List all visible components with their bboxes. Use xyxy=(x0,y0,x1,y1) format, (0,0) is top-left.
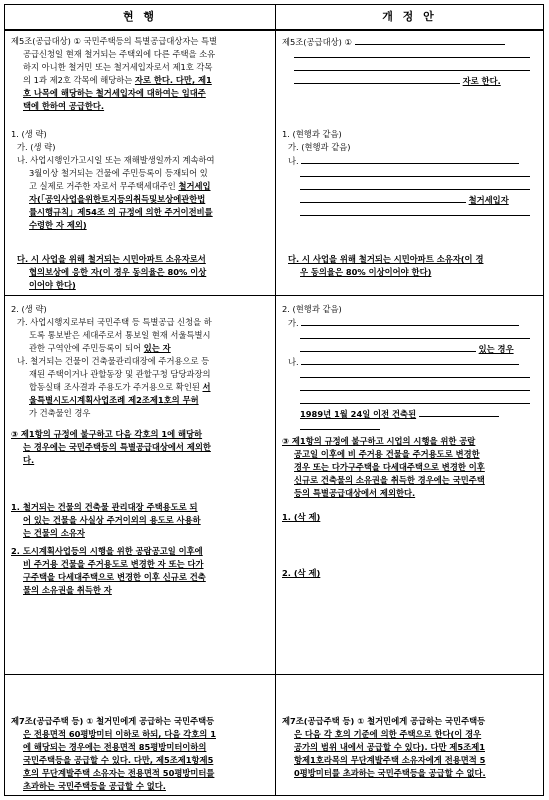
item-2-na-line: 울특별시도시계획사업조례 제2조제1호의 무허 xyxy=(29,395,199,405)
item-2-na: 나. 철거되는 건물이 건축물관리대장에 주거용으로 등 xyxy=(17,356,210,366)
revised-article5-end xyxy=(294,74,501,88)
exclusion-2-line: 비 주거용 건물을 주거용도로 변경한 자 또는 다가 xyxy=(23,559,204,569)
revised-article7-line: 항제1호라목의 무단계발주택 소유자에게 전용면적 5 xyxy=(294,755,486,765)
blank-row xyxy=(300,329,530,343)
text-run: 합동실태 조사결과 주용도가 주거용으로 확인된 xyxy=(29,382,203,392)
item-1-na: 나. 사업시행인가고시일 또는 재해발생일까지 계속하여 xyxy=(17,155,215,165)
revised-item-2-na xyxy=(288,355,519,369)
revised-item-1-na-end xyxy=(300,193,509,207)
item-2: 2. (생 략) xyxy=(11,304,47,314)
text-run: 자로 한다. xyxy=(462,76,501,86)
blank-line xyxy=(419,407,499,417)
exclusion-1: 1. 철거되는 건물의 건축물 관리대장 주택용도로 되 xyxy=(11,502,198,512)
exclusion-1-line: 어 있는 건물을 사실상 주거이외의 용도로 사용하 xyxy=(23,515,201,525)
article7-line: 은 전용면적 60평방미터 이하로 하되, 다음 각호의 1 xyxy=(23,729,216,739)
item-1-na-line: 3월이상 철거되는 건물에 주민등록이 등재되어 있 xyxy=(29,168,208,178)
blank-line xyxy=(300,180,530,190)
revised-exclusion-1: 1. (삭 제) xyxy=(282,512,321,522)
revised-item-2-na-end xyxy=(300,407,499,421)
blank-line xyxy=(301,355,519,365)
exclusion-1-line: 는 건물의 소유자 xyxy=(23,528,85,538)
text-run: 나. xyxy=(288,357,299,367)
column-divider xyxy=(275,5,276,795)
blank-row xyxy=(294,48,530,62)
article5-line: 하지 아니한 철거민 또는 철거세입자로서 제1호 각목 xyxy=(23,62,213,72)
text-run: 관한 구역안에 주민등록이 되어 xyxy=(29,343,144,353)
paragraph-3-line: 는 경우에는 국민주택등의 특별공급대상에서 제외한 xyxy=(23,442,211,452)
text-run: 자로 한다. 다만, 제1 xyxy=(134,75,212,85)
text-run: 고 실제로 거주한 자로서 무주택세대주인 xyxy=(29,181,179,191)
blank-line xyxy=(294,48,530,58)
revised-article7-line: 제7조(공급주택 등) ① 철거민에게 공급하는 국민주택등 xyxy=(282,716,486,726)
revised-article7-line: 공가의 범위 내에서 공급할 수 있다). 다만 제5조제1 xyxy=(294,742,485,752)
item-1-da: 다. 시 사업을 위해 철거되는 시민아파트 소유자로서 xyxy=(17,254,206,264)
revised-article7-line: 0평방미터를 초과하는 국민주택등을 공급할 수 없다. xyxy=(294,768,486,778)
item-2-na-line: 재된 주택이거나 관할동장 및 관할구청 담당과장의 xyxy=(29,369,211,379)
text-run: 의 1과 제2호 각목에 해당하는 xyxy=(23,75,135,85)
blank-line xyxy=(300,167,530,177)
item-1-da-line: 협의보상에 응한 자(이 경우 동의율은 80% 이상 xyxy=(29,267,207,277)
blank-row xyxy=(300,180,530,194)
blank-line xyxy=(300,381,530,391)
revised-paragraph-3-line: 등의 특별공급대상에서 제외한다. xyxy=(294,488,416,498)
article5-line: 호 나목에 해당하는 철거세입자에 대하여는 임대주 xyxy=(23,88,206,98)
blank-line xyxy=(301,154,519,164)
article7-line xyxy=(11,715,214,728)
paragraph-3: ③ 제1항의 규정에 불구하고 다음 각호의 1에 해당하 xyxy=(11,429,203,439)
blank-row xyxy=(300,368,530,382)
item-1-na-line: 률시행규칙」제54조 의 규정에 의한 주거이전비를 xyxy=(29,207,213,217)
revised-paragraph-3-line: 신규로 건축물의 소유권을 취득한 경우에는 국민주택 xyxy=(294,475,485,485)
item-2-ga-line: 도록 통보받은 세대주로서 통보일 현재 서울특별시 xyxy=(29,330,211,340)
item-2-na-line xyxy=(29,381,211,394)
text-run: 있는 자 xyxy=(143,343,171,353)
blank-line xyxy=(294,61,530,71)
blank-line xyxy=(300,329,530,339)
blank-line xyxy=(300,342,476,352)
blank-row xyxy=(300,381,530,395)
item-2-na-line: 가 건축물인 경우 xyxy=(29,408,91,418)
item-1: 1. (생 략) xyxy=(11,129,47,139)
blank-row xyxy=(294,61,530,75)
revised-paragraph-3: ③ 제1항의 규정에 불구하고 시업의 시행을 위한 공람 xyxy=(282,436,476,446)
item-1-ga: 가. (생 략) xyxy=(17,142,56,152)
item-2-ga-line xyxy=(29,342,171,355)
header-revised: 개 정 안 xyxy=(382,10,437,23)
blank-line xyxy=(355,35,505,45)
row-divider xyxy=(5,674,543,675)
exclusion-2: 2. 도시계획사업등의 시행을 위한 공람공고일 이후에 xyxy=(11,546,203,556)
table-header xyxy=(5,5,543,31)
revised-exclusion-2: 2. (삭 제) xyxy=(282,568,321,578)
blank-row xyxy=(300,206,530,220)
item-1-da-line: 이어야 한다) xyxy=(29,280,76,290)
item-2-ga: 가. 사업시행지로부터 국민주택 등 특별공급 신청을 하 xyxy=(17,317,212,327)
blank-row xyxy=(300,420,380,434)
text-run: 나. xyxy=(288,156,299,166)
blank-line xyxy=(300,206,530,216)
text-run: 철거세입자 xyxy=(468,195,509,205)
article7-line: 국민주택등을 공급할 수 있다. 다만, 제5조제1항제5 xyxy=(23,755,214,765)
text-run: 가. xyxy=(288,318,299,328)
article7-line: 에 해당되는 경우에는 전용면적 85평방미터이하의 xyxy=(23,742,207,752)
blank-line xyxy=(300,368,530,378)
blank-line xyxy=(301,316,519,326)
revised-item-2-ga xyxy=(288,316,519,330)
blank-row xyxy=(300,167,530,181)
text-run: 서 xyxy=(202,382,211,392)
blank-line xyxy=(300,420,380,430)
revised-item-2-ga-end xyxy=(300,342,514,356)
exclusion-2-line: 물의 소유권을 취득한 자 xyxy=(23,585,112,595)
exclusion-2-line: 구주택을 다세대주택으로 변경한 이후 신규로 건축 xyxy=(23,572,206,582)
paragraph-3-line: 다. xyxy=(23,455,35,465)
header-current: 현 행 xyxy=(122,10,158,23)
text-run: 있는 경우 xyxy=(478,344,514,354)
revised-article7-line: 은 다음 각 호의 기준에 의한 주택으로 한다(이 경우 xyxy=(294,729,482,739)
blank-line xyxy=(294,74,460,84)
item-1-na-line: 자(「공익사업을위한토지등의취득및보상에관한법 xyxy=(29,194,206,204)
article5-line: 공급신청일 현재 철거되는 주택외에 다른 주택을 소유 xyxy=(23,49,216,59)
revised-item-1-na xyxy=(288,154,519,168)
revised-item-2: 2. (현행과 같음) xyxy=(282,304,342,314)
revised-paragraph-3-line: 경우 또는 다가구주택을 다세대주택으로 변경한 이후 xyxy=(294,462,485,472)
revised-paragraph-3-line: 공고일 이후에 비 주거용 건물을 주거용도로 변경한 xyxy=(294,449,480,459)
article5-line xyxy=(23,74,212,87)
revised-article5 xyxy=(282,35,505,49)
text-run: 제5조(공급대상) ① xyxy=(282,37,352,47)
article5-line: 제5조(공급대상) ① 국민주택등의 특별공급대상자는 특별 xyxy=(11,36,218,46)
text-run: 제7조(공급주택 등) ① 철거민에게 공급하는 국민주택등 xyxy=(11,716,215,726)
blank-line xyxy=(300,394,530,404)
revised-item-1-ga: 가. (현행과 같음) xyxy=(288,142,351,152)
item-1-na-line: 수령한 자 제외) xyxy=(29,220,87,230)
row-divider xyxy=(5,295,543,296)
blank-row xyxy=(300,394,530,408)
text-run: 1989년 1월 24일 이전 건축된 xyxy=(300,409,417,419)
article5-line: 택에 한하여 공급한다. xyxy=(23,101,105,111)
revised-item-1: 1. (현행과 같음) xyxy=(282,129,342,139)
revised-item-1-da: 다. 시 사업을 위해 철거되는 시민아파트 소유자(이 경 xyxy=(288,254,484,264)
text-run: 철거세입 xyxy=(178,181,211,191)
article7-line: 호의 무단계발주택 소유자는 전용면적 50평방미터를 xyxy=(23,768,215,778)
blank-line xyxy=(300,193,466,203)
article7-line: 초과하는 국민주택등을 공급할 수 없다. xyxy=(23,781,166,791)
item-1-na-line xyxy=(29,180,211,193)
comparison-table xyxy=(4,4,544,796)
revised-item-1-da-line: 우 동의율은 80% 이상이어야 한다) xyxy=(300,267,432,277)
